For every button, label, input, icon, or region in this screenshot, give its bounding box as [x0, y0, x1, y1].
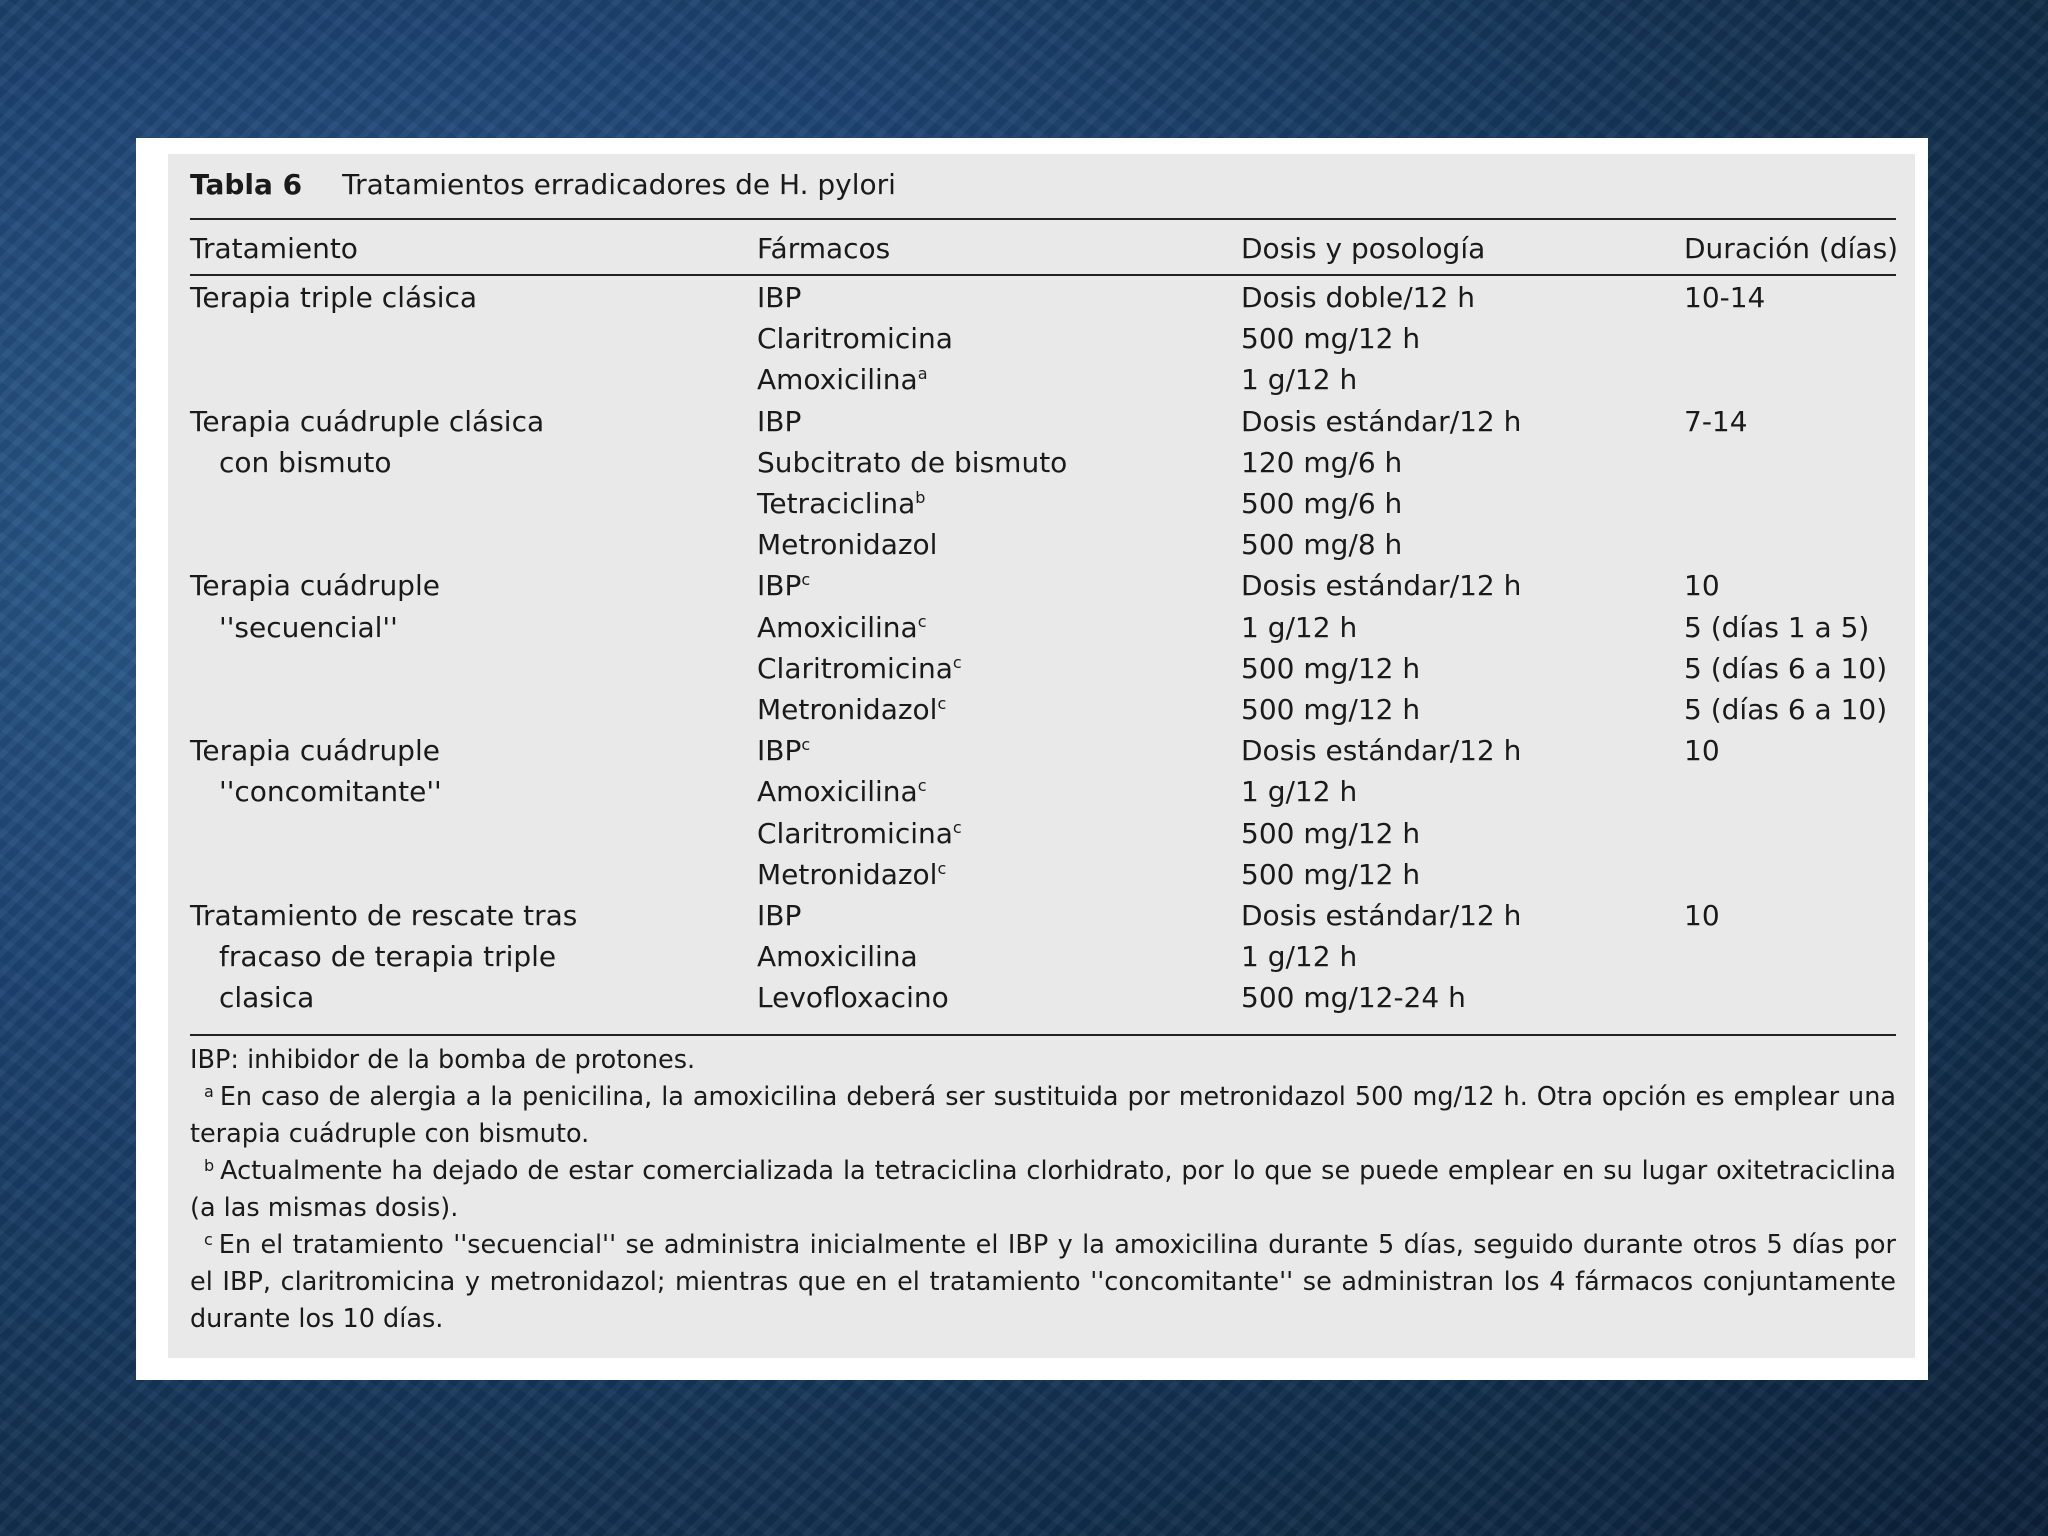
cell-farmaco-name: Claritromicina	[757, 651, 953, 685]
footnote-a-mark: a	[204, 1082, 214, 1101]
cell-farmaco	[757, 446, 1067, 480]
cell-dosis: 1 g/12 h	[1241, 610, 1358, 644]
cell-farmaco	[757, 899, 801, 933]
cell-duracion: 5 (días 6 a 10)	[1684, 693, 1888, 726]
cell-duracion: 5 (días 1 a 5)	[1684, 610, 1870, 644]
cell-tratamiento: Terapia cuádruple clásica	[190, 404, 545, 438]
footnote-marker: c	[917, 611, 927, 631]
cell-farmaco	[757, 281, 801, 315]
cell-farmaco-name: Metronidazol	[757, 857, 938, 891]
cell-farmaco	[757, 487, 925, 521]
footnote-marker: b	[915, 488, 926, 507]
cell-farmaco-name: Amoxicilina	[757, 775, 918, 809]
cell-farmaco	[757, 981, 949, 1015]
cell-farmaco	[757, 322, 953, 356]
cell-farmaco	[757, 940, 918, 974]
column-header-tratamiento: Tratamiento	[190, 232, 358, 265]
footnote-c-mark: c	[204, 1230, 213, 1249]
footnote-marker: c	[937, 694, 947, 713]
cell-farmaco-name: IBP	[757, 734, 802, 768]
footnote-marker: a	[917, 364, 928, 384]
cell-dosis: 500 mg/12 h	[1241, 857, 1421, 891]
footnote-c-text: En el tratamiento ''secuencial'' se administra inicialmente el IBP y la amoxicilina durante 5 días, seguido durante otros 5 días por el IBP, claritromicina y metronidazol; mientras que en el tratamiento ''concomitante'' se administran los 4 fármacos conjuntamente durante los 10 días.	[190, 1230, 1896, 1334]
cell-dosis: Dosis estándar/12 h	[1241, 569, 1522, 603]
cell-duracion: 10	[1684, 899, 1720, 932]
footnote-marker: c	[937, 858, 947, 878]
cell-farmaco	[757, 569, 810, 603]
footnote-marker: c	[801, 570, 811, 590]
header-rule	[190, 274, 1896, 276]
cell-farmaco	[757, 363, 928, 397]
cell-dosis: Dosis doble/12 h	[1241, 281, 1475, 314]
footnote-c	[190, 1227, 1896, 1338]
cell-farmaco-name: Metronidazol	[757, 693, 938, 726]
cell-farmaco-name: Amoxicilina	[757, 940, 918, 974]
column-header-duracion: Duración (días)	[1684, 232, 1899, 265]
cell-dosis: 1 g/12 h	[1241, 775, 1358, 809]
cell-farmaco-name: Claritromicina	[757, 816, 953, 850]
footnote-b-text: Actualmente ha dejado de estar comercializada la tetraciclina clorhidrato, por lo que se puede emplear en su lugar oxitetraciclina (a las mismas dosis).	[190, 1156, 1896, 1223]
table-caption	[190, 168, 896, 201]
footnote-marker: c	[952, 652, 962, 672]
table-panel	[168, 154, 1915, 1358]
cell-farmaco	[757, 817, 962, 851]
cell-dosis: Dosis estándar/12 h	[1241, 734, 1522, 768]
cell-dosis: 500 mg/6 h	[1241, 487, 1403, 520]
footnote-a-text: En caso de alergia a la penicilina, la amoxicilina deberá ser sustituida por metronidazol 500 mg/12 h. Otra opción es emplear una terapia cuádruple con bismuto.	[190, 1082, 1896, 1149]
table-label: Tabla 6	[190, 168, 303, 201]
cell-tratamiento: ''secuencial''	[219, 610, 398, 644]
cell-dosis: 500 mg/12 h	[1241, 693, 1421, 726]
cell-tratamiento: fracaso de terapia triple	[219, 940, 557, 974]
cell-farmaco	[757, 652, 962, 686]
cell-dosis: 120 mg/6 h	[1241, 445, 1403, 479]
cell-dosis: 500 mg/12 h	[1241, 816, 1421, 850]
top-rule	[190, 218, 1896, 220]
footnote-b	[190, 1153, 1896, 1227]
column-header-farmacos: Fármacos	[757, 232, 891, 265]
table-title: Tratamientos erradicadores de H. pylori	[342, 168, 896, 201]
cell-tratamiento: Terapia cuádruple	[190, 569, 440, 603]
cell-farmaco	[757, 405, 801, 439]
cell-dosis: 500 mg/8 h	[1241, 528, 1403, 562]
cell-farmaco-name: IBP	[757, 569, 802, 603]
cell-farmaco-name: Tetraciclina	[757, 487, 916, 520]
cell-farmaco	[757, 734, 810, 768]
slide-frame	[136, 138, 1928, 1380]
cell-dosis: 1 g/12 h	[1241, 940, 1358, 974]
cell-farmaco-name: Amoxicilina	[757, 363, 918, 397]
cell-duracion: 10-14	[1684, 281, 1766, 314]
cell-duracion: 10	[1684, 569, 1720, 603]
footnote-abbreviation: IBP: inhibidor de la bomba de protones.	[190, 1045, 696, 1075]
table-footnotes	[190, 1042, 1896, 1338]
cell-farmaco	[757, 775, 926, 809]
cell-duracion: 10	[1684, 734, 1720, 768]
cell-farmaco-name: IBP	[757, 404, 802, 438]
cell-farmaco	[757, 528, 937, 562]
cell-farmaco-name: IBP	[757, 281, 802, 314]
cell-farmaco	[757, 693, 946, 727]
cell-dosis: Dosis estándar/12 h	[1241, 404, 1522, 438]
footnote-b-mark: b	[204, 1156, 215, 1175]
cell-tratamiento: Tratamiento de rescate tras	[190, 899, 578, 932]
cell-tratamiento: ''concomitante''	[219, 775, 442, 809]
cell-farmaco-name: Claritromicina	[757, 322, 953, 356]
cell-tratamiento: clasica	[219, 981, 315, 1015]
cell-duracion: 5 (días 6 a 10)	[1684, 651, 1888, 685]
cell-farmaco-name: Amoxicilina	[757, 610, 918, 644]
cell-farmaco-name: Subcitrato de bismuto	[757, 445, 1068, 479]
bottom-rule	[190, 1034, 1896, 1036]
footnote-marker: c	[801, 735, 811, 755]
cell-dosis: 500 mg/12 h	[1241, 322, 1421, 356]
cell-duracion: 7-14	[1684, 404, 1748, 438]
cell-farmaco-name: IBP	[757, 899, 802, 932]
cell-dosis: Dosis estándar/12 h	[1241, 899, 1522, 932]
cell-tratamiento: Terapia triple clásica	[190, 281, 478, 314]
cell-tratamiento: con bismuto	[219, 445, 392, 479]
cell-farmaco-name: Metronidazol	[757, 528, 938, 562]
cell-dosis: 500 mg/12-24 h	[1241, 981, 1466, 1015]
cell-farmaco	[757, 611, 926, 645]
cell-farmaco	[757, 858, 946, 892]
footnote-a	[190, 1079, 1896, 1153]
column-header-dosis: Dosis y posología	[1241, 232, 1486, 265]
footnote-marker: c	[917, 776, 927, 796]
footnote-marker: c	[952, 817, 962, 837]
cell-dosis: 500 mg/12 h	[1241, 651, 1421, 685]
cell-dosis: 1 g/12 h	[1241, 363, 1358, 397]
cell-tratamiento: Terapia cuádruple	[190, 734, 440, 768]
cell-farmaco-name: Levofloxacino	[757, 981, 949, 1015]
